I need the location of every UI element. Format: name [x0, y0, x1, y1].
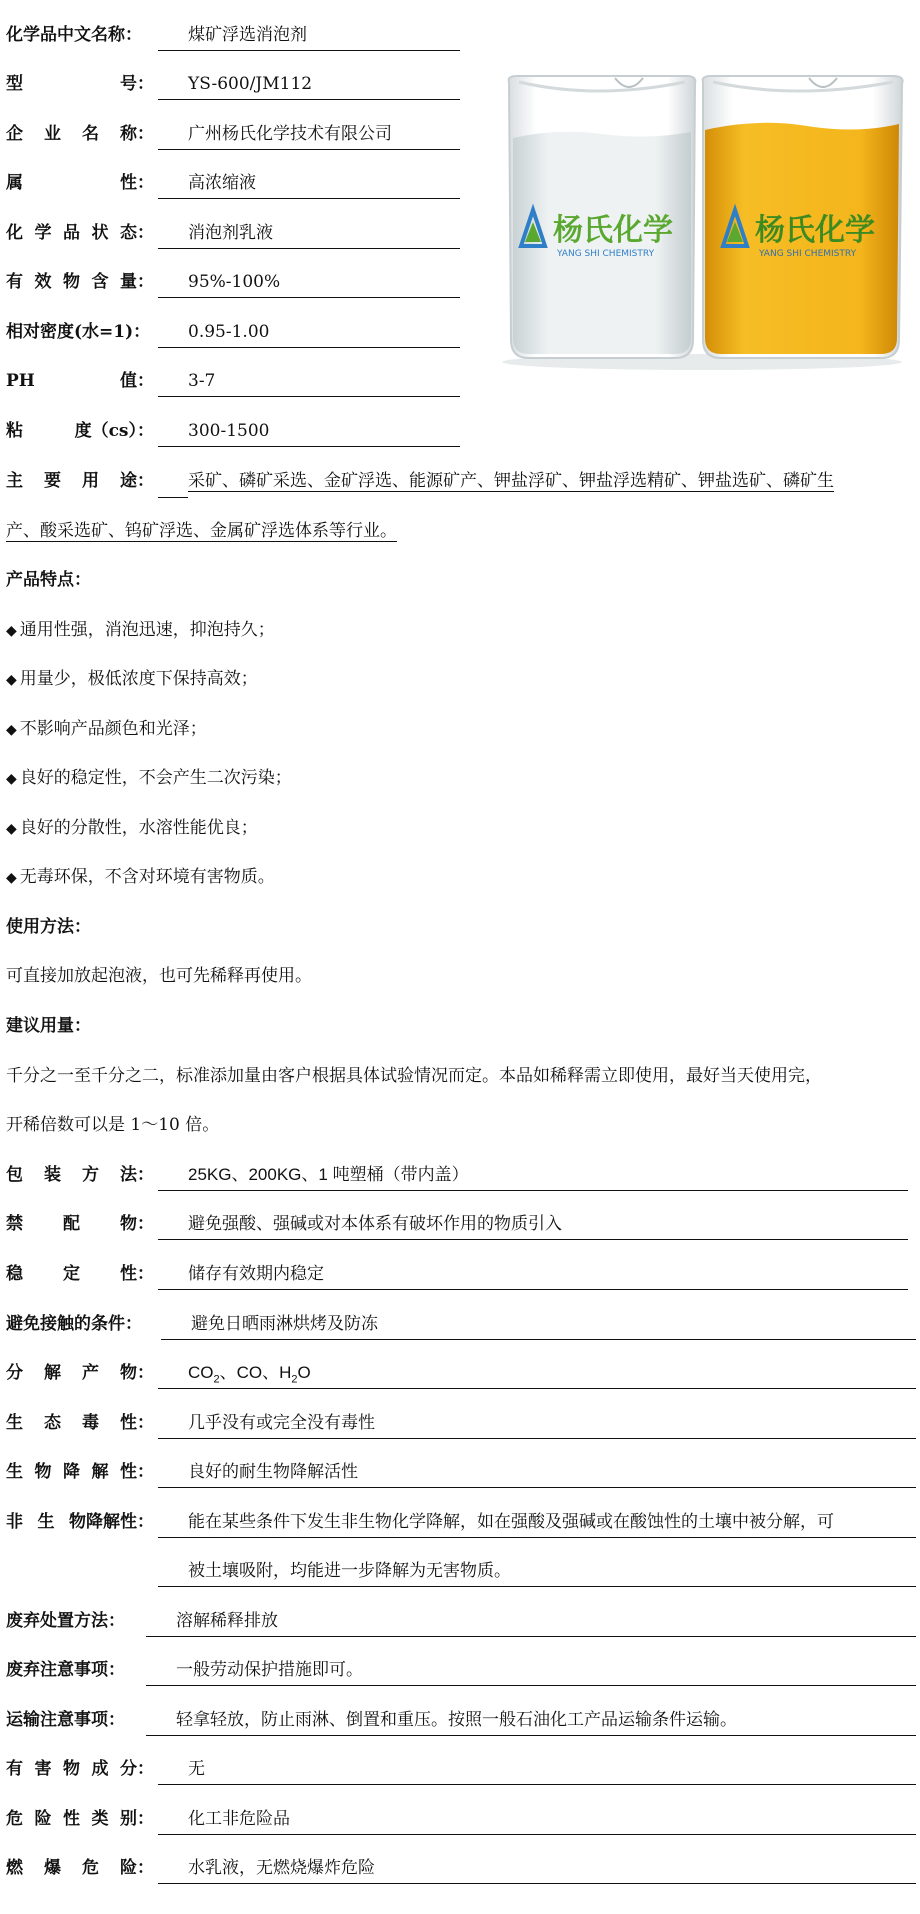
- field-value: 消泡剂乳液: [158, 218, 460, 249]
- field-value: 溶解稀释排放: [146, 1606, 916, 1637]
- feature-item: ◆ 通用性强，消泡迅速，抑泡持久；: [6, 620, 275, 640]
- field-label: 包 装 方 法：: [6, 1165, 154, 1185]
- field-label: 生 态 毒 性：: [6, 1413, 154, 1433]
- usage-line-1: 采矿、磷矿采选、金矿浮选、能源矿产、钾盐浮矿、钾盐浮选精矿、钾盐选矿、磷矿生: [188, 471, 834, 491]
- field-value: 几乎没有或完全没有毒性: [158, 1408, 916, 1439]
- field-label: PH 值：: [6, 371, 154, 391]
- field-value: 避免强酸、强碱或对本体系有破坏作用的物质引入: [158, 1209, 908, 1240]
- feature-item: ◆ 良好的稳定性，不会产生二次污染；: [6, 768, 292, 788]
- logo-subtext: YANG SHI CHEMISTRY: [557, 249, 655, 259]
- usage-underline-lead: [158, 497, 188, 498]
- field-label: 有 效 物 含 量：: [6, 272, 154, 292]
- dosage-line-2: 开稀倍数可以是 1～10 倍。: [6, 1115, 220, 1135]
- field-value: 避免日晒雨淋烘烤及防冻: [161, 1309, 916, 1340]
- bullet-icon: ◆: [6, 870, 17, 886]
- bullet-icon: ◆: [6, 771, 17, 787]
- bullet-icon: ◆: [6, 623, 17, 639]
- field-label: 运输注意事项：: [6, 1710, 125, 1730]
- bullet-icon: ◆: [6, 821, 17, 837]
- field-value: 煤矿浮选消泡剂: [158, 20, 460, 51]
- method-heading: 使用方法：: [6, 917, 91, 937]
- method-text: 可直接加放起泡液，也可先稀释再使用。: [6, 966, 312, 986]
- logo-text: 杨氏化学: [755, 213, 875, 248]
- field-value: 化工非危险品: [158, 1804, 916, 1835]
- field-value: 一般劳动保护措施即可。: [146, 1655, 916, 1686]
- logo-text: 杨氏化学: [553, 213, 673, 248]
- field-label: 燃 爆 危 险：: [6, 1858, 154, 1878]
- field-value: 水乳液，无燃烧爆炸危险: [158, 1853, 916, 1884]
- field-value: 高浓缩液: [158, 168, 460, 199]
- field-value: 广州杨氏化学技术有限公司: [158, 119, 460, 150]
- feature-item: ◆ 不影响产品颜色和光泽；: [6, 719, 207, 739]
- field-label: 化 学 品 状 态：: [6, 223, 154, 243]
- field-label: 有 害 物 成 分：: [6, 1759, 154, 1779]
- field-value: 储存有效期内稳定: [158, 1259, 908, 1290]
- field-label: 禁 配 物：: [6, 1214, 154, 1234]
- bullet-icon: ◆: [6, 722, 17, 738]
- feature-item: ◆ 用量少，极低浓度下保持高效；: [6, 669, 258, 689]
- field-value: 轻拿轻放，防止雨淋、倒置和重压。按照一般石油化工产品运输条件运输。: [146, 1705, 916, 1736]
- dosage-line-1: 千分之一至千分之二，标准添加量由客户根据具体试验情况而定。本品如稀释需立即使用，最好当天使用完，: [6, 1066, 822, 1086]
- field-value: 能在某些条件下发生非生物化学降解，如在强酸及强碱或在酸蚀性的土壤中被分解，可: [158, 1507, 916, 1538]
- field-label: 主 要 用 途：: [6, 471, 154, 491]
- field-value-cont: 被土壤吸附，均能进一步降解为无害物质。: [158, 1556, 916, 1587]
- bullet-icon: ◆: [6, 672, 17, 688]
- field-label: 相对密度(水=1)：: [6, 322, 151, 342]
- field-label: 分 解 产 物：: [6, 1363, 154, 1383]
- field-label: 型 号：: [6, 69, 154, 99]
- field-value: 良好的耐生物降解活性: [158, 1457, 916, 1488]
- field-label: 粘 度（cs）：: [6, 421, 154, 441]
- feature-item: ◆ 无毒环保，不含对环境有害物质。: [6, 867, 275, 887]
- dosage-heading: 建议用量：: [6, 1016, 91, 1036]
- product-beakers-image: [497, 70, 909, 370]
- field-value: 3-7: [158, 366, 460, 397]
- field-value: 95%-100%: [158, 267, 460, 298]
- field-label: 非 生 物降解性：: [6, 1512, 154, 1532]
- logo-subtext: YANG SHI CHEMISTRY: [759, 249, 857, 259]
- field-value: 0.95-1.00: [158, 317, 460, 348]
- field-label: 属 性：: [6, 173, 154, 193]
- feature-item: ◆ 良好的分散性，水溶性能优良；: [6, 818, 258, 838]
- field-label: 废弃注意事项：: [6, 1660, 125, 1680]
- field-label-tail: 号：: [120, 74, 154, 94]
- field-value: 25KG、200KG、1 吨塑桶（带内盖）: [158, 1160, 908, 1191]
- field-label: 企 业 名 称：: [6, 124, 154, 144]
- field-label: 废弃处置方法：: [6, 1611, 125, 1631]
- field-value: YS-600/JM112: [158, 69, 460, 100]
- field-label: 危 险 性 类 别：: [6, 1809, 154, 1829]
- field-label: 生 物 降 解 性：: [6, 1462, 154, 1482]
- field-value: 300-1500: [158, 416, 460, 447]
- field-value: 无: [158, 1754, 916, 1785]
- field-label: 化学品中文名称：: [6, 25, 142, 45]
- field-value: $CO_2$、CO、$H_2O$: [158, 1358, 916, 1389]
- usage-line-2: 产、酸采选矿、钨矿浮选、金属矿浮选体系等行业。: [6, 521, 397, 541]
- features-heading: 产品特点：: [6, 570, 91, 590]
- field-label: 稳 定 性：: [6, 1264, 154, 1284]
- field-label: 避免接触的条件：: [6, 1314, 142, 1334]
